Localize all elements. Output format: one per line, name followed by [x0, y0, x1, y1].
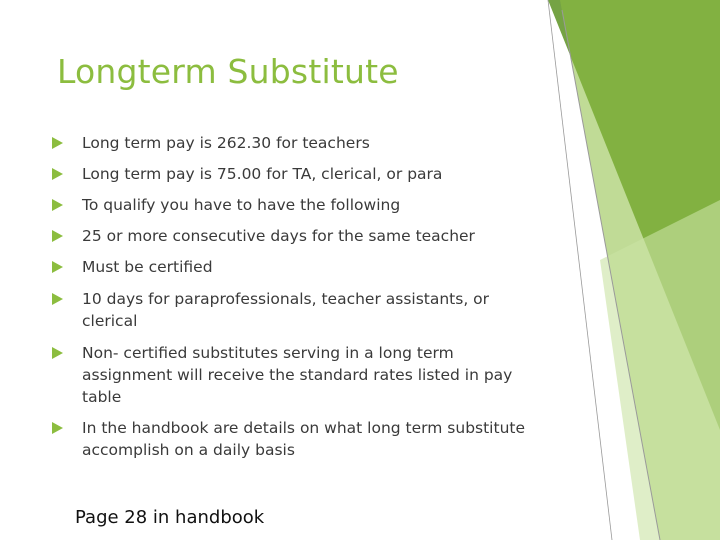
bullet-text: 10 days for paraprofessionals, teacher assistants, or clerical: [82, 290, 490, 330]
bullet-arrow-icon: [52, 199, 63, 211]
bullet-arrow-icon: [52, 230, 63, 242]
bullet-arrow-icon: [52, 293, 63, 305]
bullet-arrow-icon: [52, 168, 63, 180]
handbook-page-reference: Page 28 in handbook: [75, 507, 265, 528]
slide-title: Longterm Substitute: [57, 52, 399, 91]
bullet-text: In the handbook are details on what long term substitute accomplish on a daily basis: [82, 419, 526, 459]
bullet-arrow-icon: [52, 261, 63, 273]
bullet-arrow-icon: [52, 347, 63, 359]
bullet-arrow-icon: [52, 422, 63, 434]
bullet-arrow-icon: [52, 137, 63, 149]
bullet-text: Long term pay is 75.00 for TA, clerical, or para: [82, 165, 443, 183]
bullet-text: Non- certified substitutes serving in a long term assignment will receive the standard rates listed in pay table: [82, 344, 513, 406]
bullet-text: To qualify you have to have the following: [82, 196, 401, 214]
bullet-text: Long term pay is 262.30 for teachers: [82, 134, 370, 152]
decor-band-light: [600, 200, 720, 540]
bullet-text: Must be certified: [82, 258, 213, 276]
bullet-text: 25 or more consecutive days for the same teacher: [82, 227, 475, 245]
